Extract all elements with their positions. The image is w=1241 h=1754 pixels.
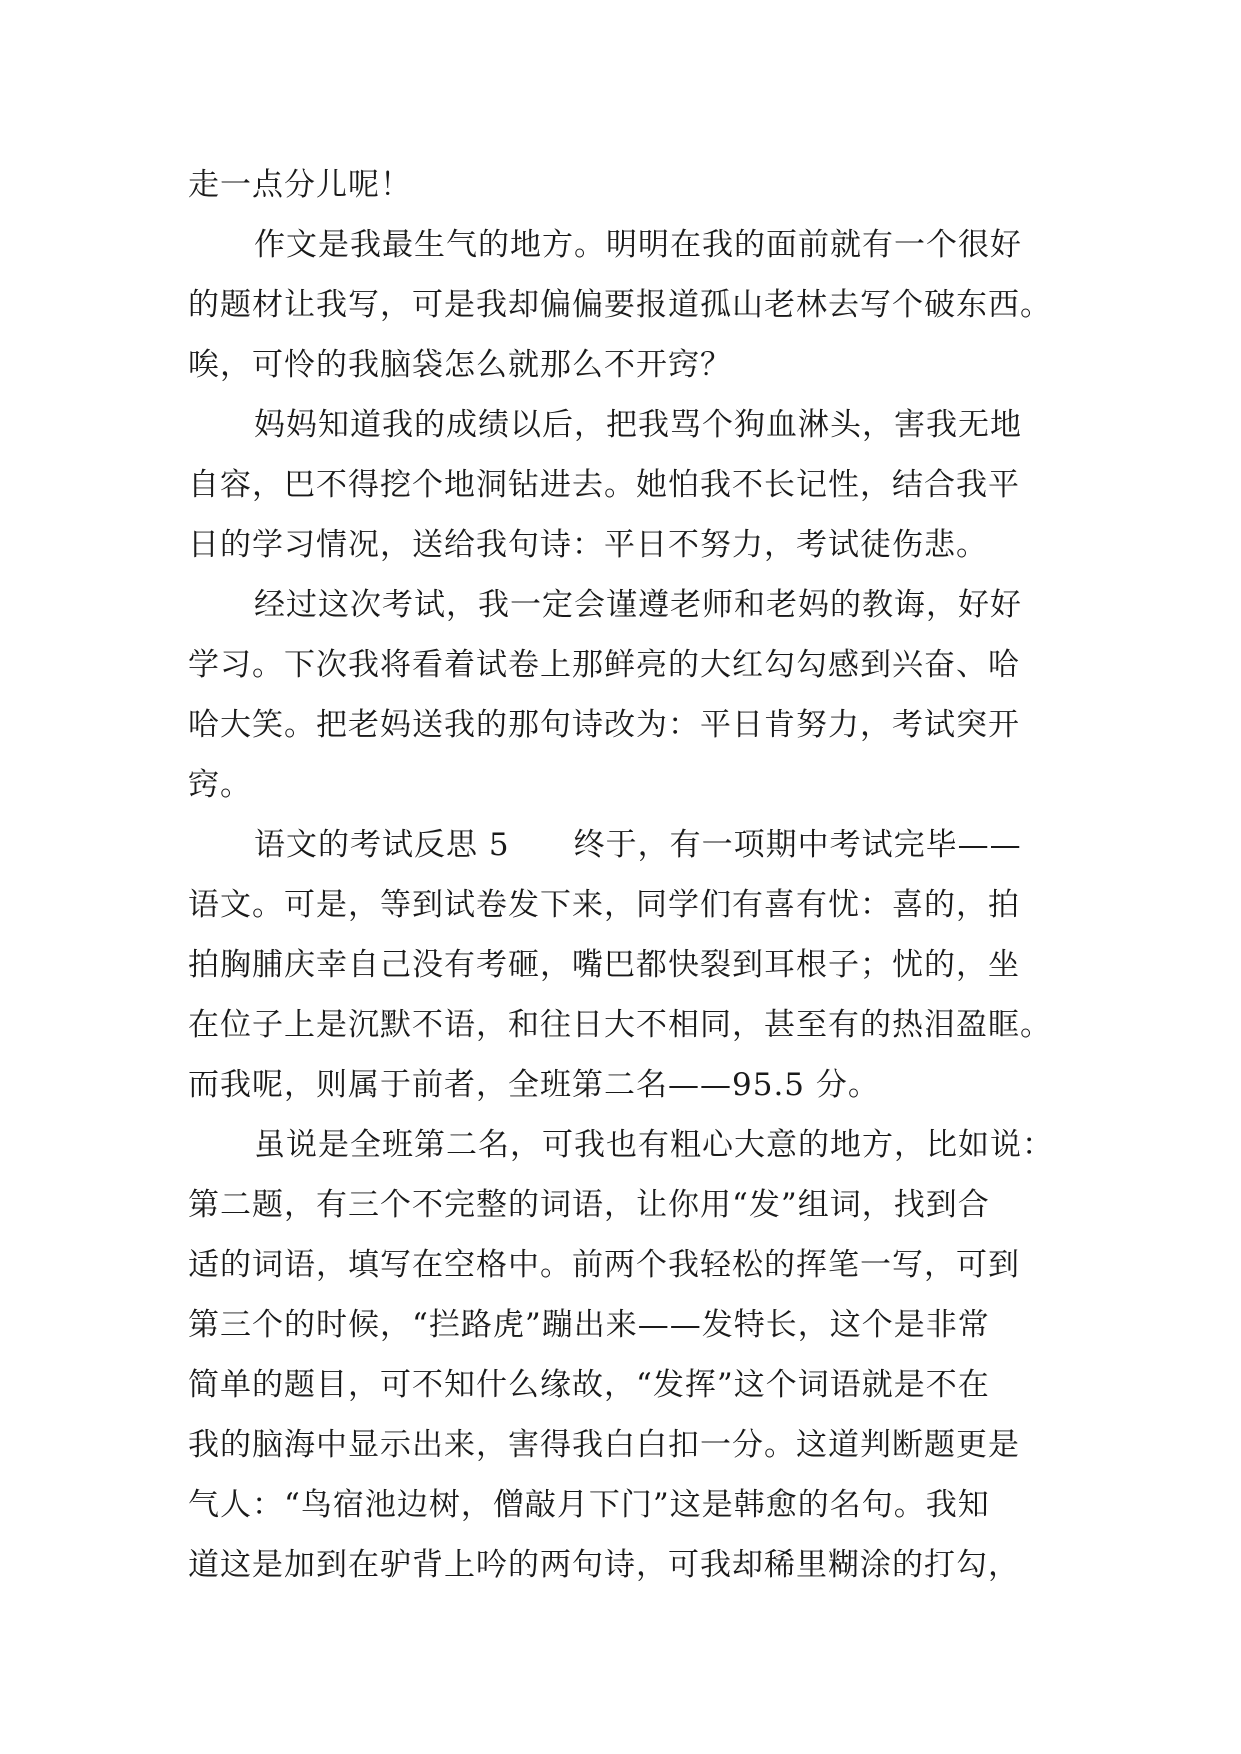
text-line: 第二题，有三个不完整的词语，让你用“发”组词，找到合 <box>188 1187 990 1223</box>
text-line: 拍胸脯庆幸自己没有考砸，嘴巴都快裂到耳根子；忧的，坐 <box>188 947 1020 983</box>
text-line: 学习。下次我将看着试卷上那鲜亮的大红勾勾感到兴奋、哈 <box>188 647 1020 683</box>
text-line: 第三个的时候，“拦路虎”蹦出来——发特长，这个是非常 <box>188 1307 990 1343</box>
text-line: 窍。 <box>188 767 252 803</box>
text-line: 自容，巴不得挖个地洞钻进去。她怕我不长记性，结合我平 <box>188 467 1020 503</box>
text-line: 道这是加到在驴背上吟的两句诗，可我却稀里糊涂的打勾， <box>188 1547 1020 1583</box>
text-line: 语文。可是，等到试卷发下来，同学们有喜有忧：喜的，拍 <box>188 887 1020 923</box>
text-line: 简单的题目，可不知什么缘故，“发挥”这个词语就是不在 <box>188 1367 990 1403</box>
text-line: 日的学习情况，送给我句诗：平日不努力，考试徒伤悲。 <box>188 527 988 563</box>
text-line: 虽说是全班第二名，可我也有粗心大意的地方，比如说： <box>254 1127 1054 1163</box>
text-line: 气人：“鸟宿池边树，僧敲月下门”这是韩愈的名句。我知 <box>188 1487 990 1523</box>
text-line: 我的脑海中显示出来，害得我白白扣一分。这道判断题更是 <box>188 1427 1020 1463</box>
text-line: 哈大笑。把老妈送我的那句诗改为：平日肯努力，考试突开 <box>188 707 1020 743</box>
text-line: 经过这次考试，我一定会谨遵老师和老妈的教诲，好好 <box>254 587 1022 623</box>
text-line: 在位子上是沉默不语，和往日大不相同，甚至有的热泪盈眶。 <box>188 1007 1052 1043</box>
text-line: 语文的考试反思 5 终于，有一项期中考试完毕—— <box>254 827 1022 863</box>
text-line: 的题材让我写，可是我却偏偏要报道孤山老林去写个破东西。 <box>188 287 1052 323</box>
document-body <box>188 155 1093 1595</box>
text-line: 唉，可怜的我脑袋怎么就那么不开窍？ <box>188 347 732 383</box>
text-line: 适的词语，填写在空格中。前两个我轻松的挥笔一写，可到 <box>188 1247 1020 1283</box>
text-line: 妈妈知道我的成绩以后，把我骂个狗血淋头，害我无地 <box>254 407 1022 443</box>
text-line: 而我呢，则属于前者，全班第二名——95.5 分。 <box>188 1067 880 1103</box>
text-line: 走一点分儿呢！ <box>188 167 412 203</box>
text-line: 作文是我最生气的地方。明明在我的面前就有一个很好 <box>254 227 1022 263</box>
